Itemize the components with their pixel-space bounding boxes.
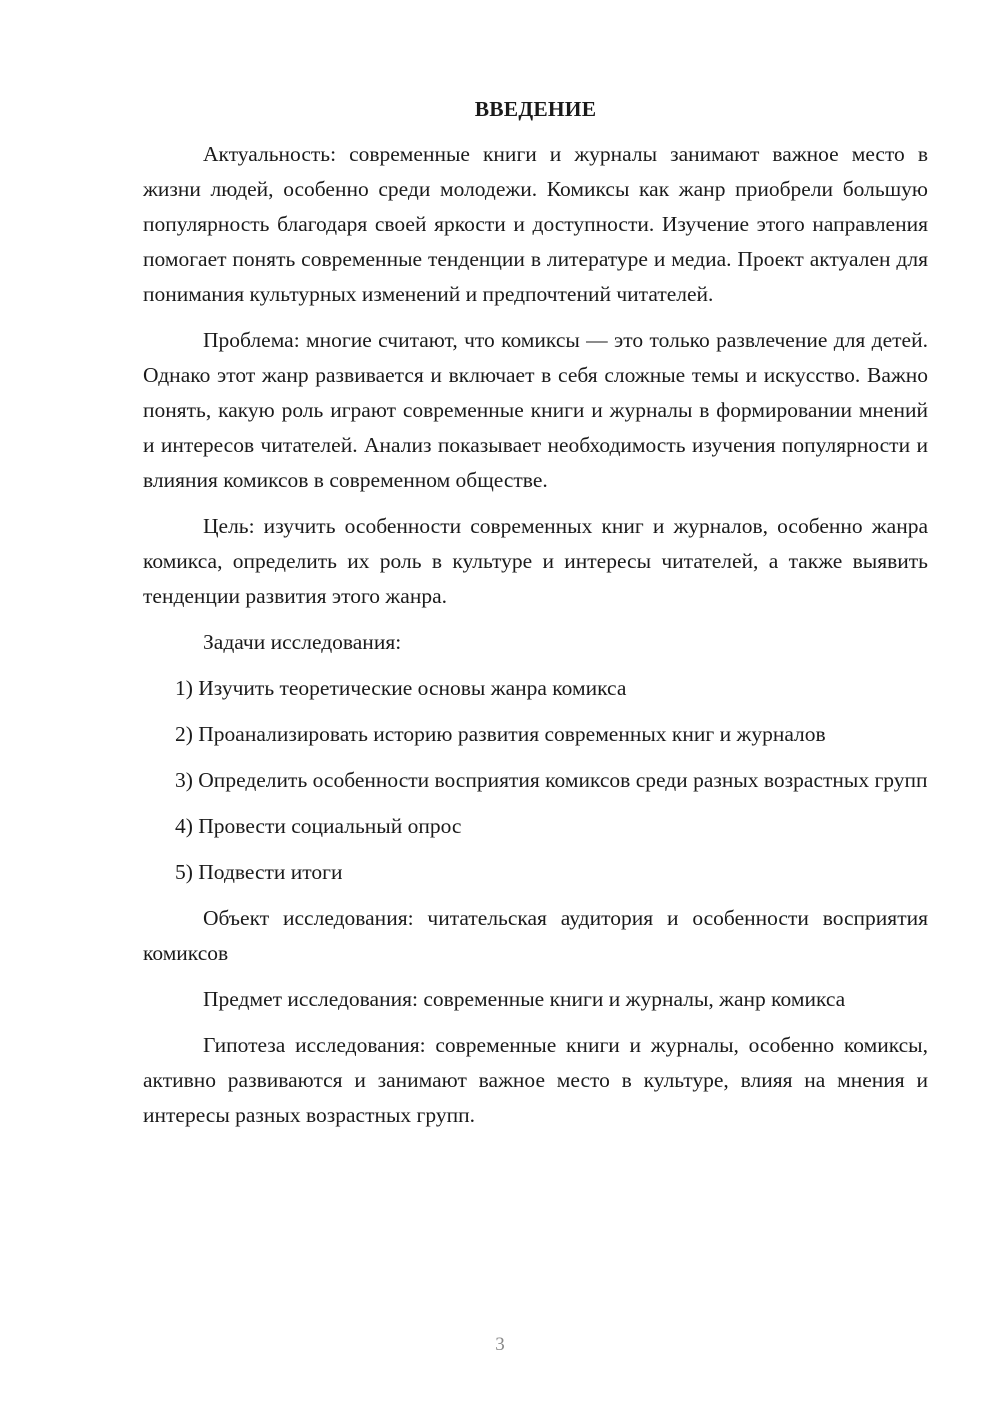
section-title: ВВЕДЕНИЕ — [474, 97, 597, 121]
list-item: 5) Подвести итоги — [175, 860, 343, 884]
paragraph-subject: Предмет исследования: современные книги и журналы, жанр комикса — [203, 987, 846, 1011]
list-item: 1) Изучить теоретические основы жанра комикса — [175, 676, 627, 700]
list-item: 4) Провести социальный опрос — [175, 814, 462, 838]
list-item: 2) Проанализировать историю развития современных книг и журналов — [175, 722, 826, 746]
list-item: 3) Определить особенности восприятия комиксов среди разных возрастных групп — [175, 768, 928, 792]
tasks-heading: Задачи исследования: — [203, 630, 402, 654]
document-page — [143, 92, 928, 1144]
paragraph-problem: Проблема: многие считают, что комиксы — это только развлечение для детей. Однако этот жанр развивается и включает в себя сложные темы и искусство. Важно понять, какую роль играют современные книги и журналы в формировании мнений и интересов читателей. Анализ показывает необходимость изучения популярности и влияния комиксов в современном обществе. — [143, 328, 928, 492]
paragraph-goal: Цель: изучить особенности современных книг и журналов, особенно жанра комикса, определить их роль в культуре и интересы читателей, а также выявить тенденции развития этого жанра. — [143, 514, 928, 608]
page-number: 3 — [495, 1334, 505, 1355]
paragraph-hypothesis: Гипотеза исследования: современные книги и журналы, особенно комиксы, активно развиваются и занимают важное место в культуре, влияя на мнения и интересы разных возрастных групп. — [143, 1033, 928, 1127]
paragraph-object: Объект исследования: читательская аудитория и особенности восприятия комиксов — [143, 906, 928, 965]
paragraph-relevance: Актуальность: современные книги и журналы занимают важное место в жизни людей, особенно среди молодежи. Комиксы как жанр приобрели большую популярность благодаря своей яркости и доступности. Изучение этого направления помогает понять современные тенденции в литературе и медиа. Проект актуален для понимания культурных изменений и предпочтений читателей. — [143, 142, 928, 306]
tasks-list — [143, 671, 928, 890]
